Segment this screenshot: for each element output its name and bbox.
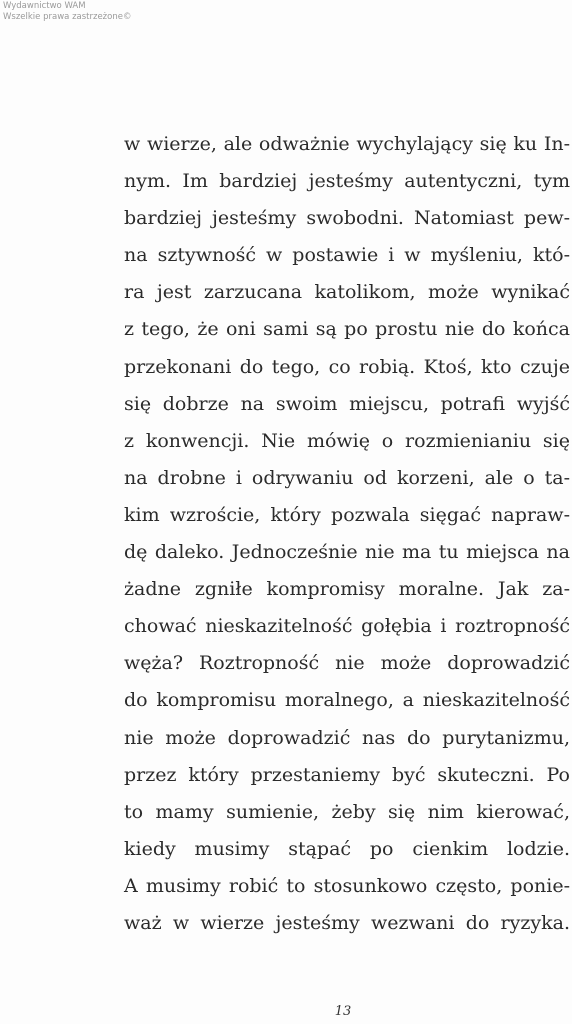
text-line: to mamy sumienie, żeby się nim kierować, [124,800,570,823]
watermark-copyright: Wszelkie prawa zastrzeżone© [3,12,132,22]
text-line: nie może doprowadzić nas do purytanizmu, [124,726,570,749]
text-line: A musimy robić to stosunkowo często, ponie- [124,874,570,897]
text-line: chować nieskazitelność gołębia i roztropność [124,615,570,638]
watermark [3,1,131,23]
text-line: waż w wierze jesteśmy wezwani do ryzyka. [124,911,570,934]
page-number: 13 [334,1004,352,1019]
text-line: przez który przestaniemy być skuteczni. Po [124,763,570,786]
text-line: na sztywność w postawie i w myśleniu, któ- [124,244,570,267]
body-text [124,126,570,942]
text-line: bardziej jesteśmy swobodni. Natomiast pew- [124,207,570,230]
text-line: kiedy musimy stąpać po cienkim lodzie. [124,837,570,860]
watermark-publisher: Wydawnictwo WAM [3,1,86,11]
text-line: w wierze, ale odważnie wychylający się ku In- [124,133,570,155]
text-line: dę daleko. Jednocześnie nie ma tu miejsca na [124,541,570,564]
text-line: do kompromisu moralnego, a nieskazitelność [124,689,570,712]
text-line: węża? Roztropność nie może doprowadzić [124,652,570,675]
text-line: nym. Im bardziej jesteśmy autentyczni, tym [124,170,570,193]
text-line: z konwencji. Nie mówię o rozmienianiu się [124,429,570,452]
text-line: z tego, że oni sami są po prostu nie do końca [124,318,570,341]
text-line: przekonani do tego, co robią. Ktoś, kto czuje [124,355,570,378]
text-line: żadne zgniłe kompromisy moralne. Jak za- [124,578,570,601]
text-line: się dobrze na swoim miejscu, potrafi wyjść [124,392,570,415]
text-line: na drobne i odrywaniu od korzeni, ale o ta- [124,466,570,489]
text-line: ra jest zarzucana katolikom, może wynikać [124,281,570,304]
text-line: kim wzroście, który pozwala sięgać napraw- [124,503,570,526]
